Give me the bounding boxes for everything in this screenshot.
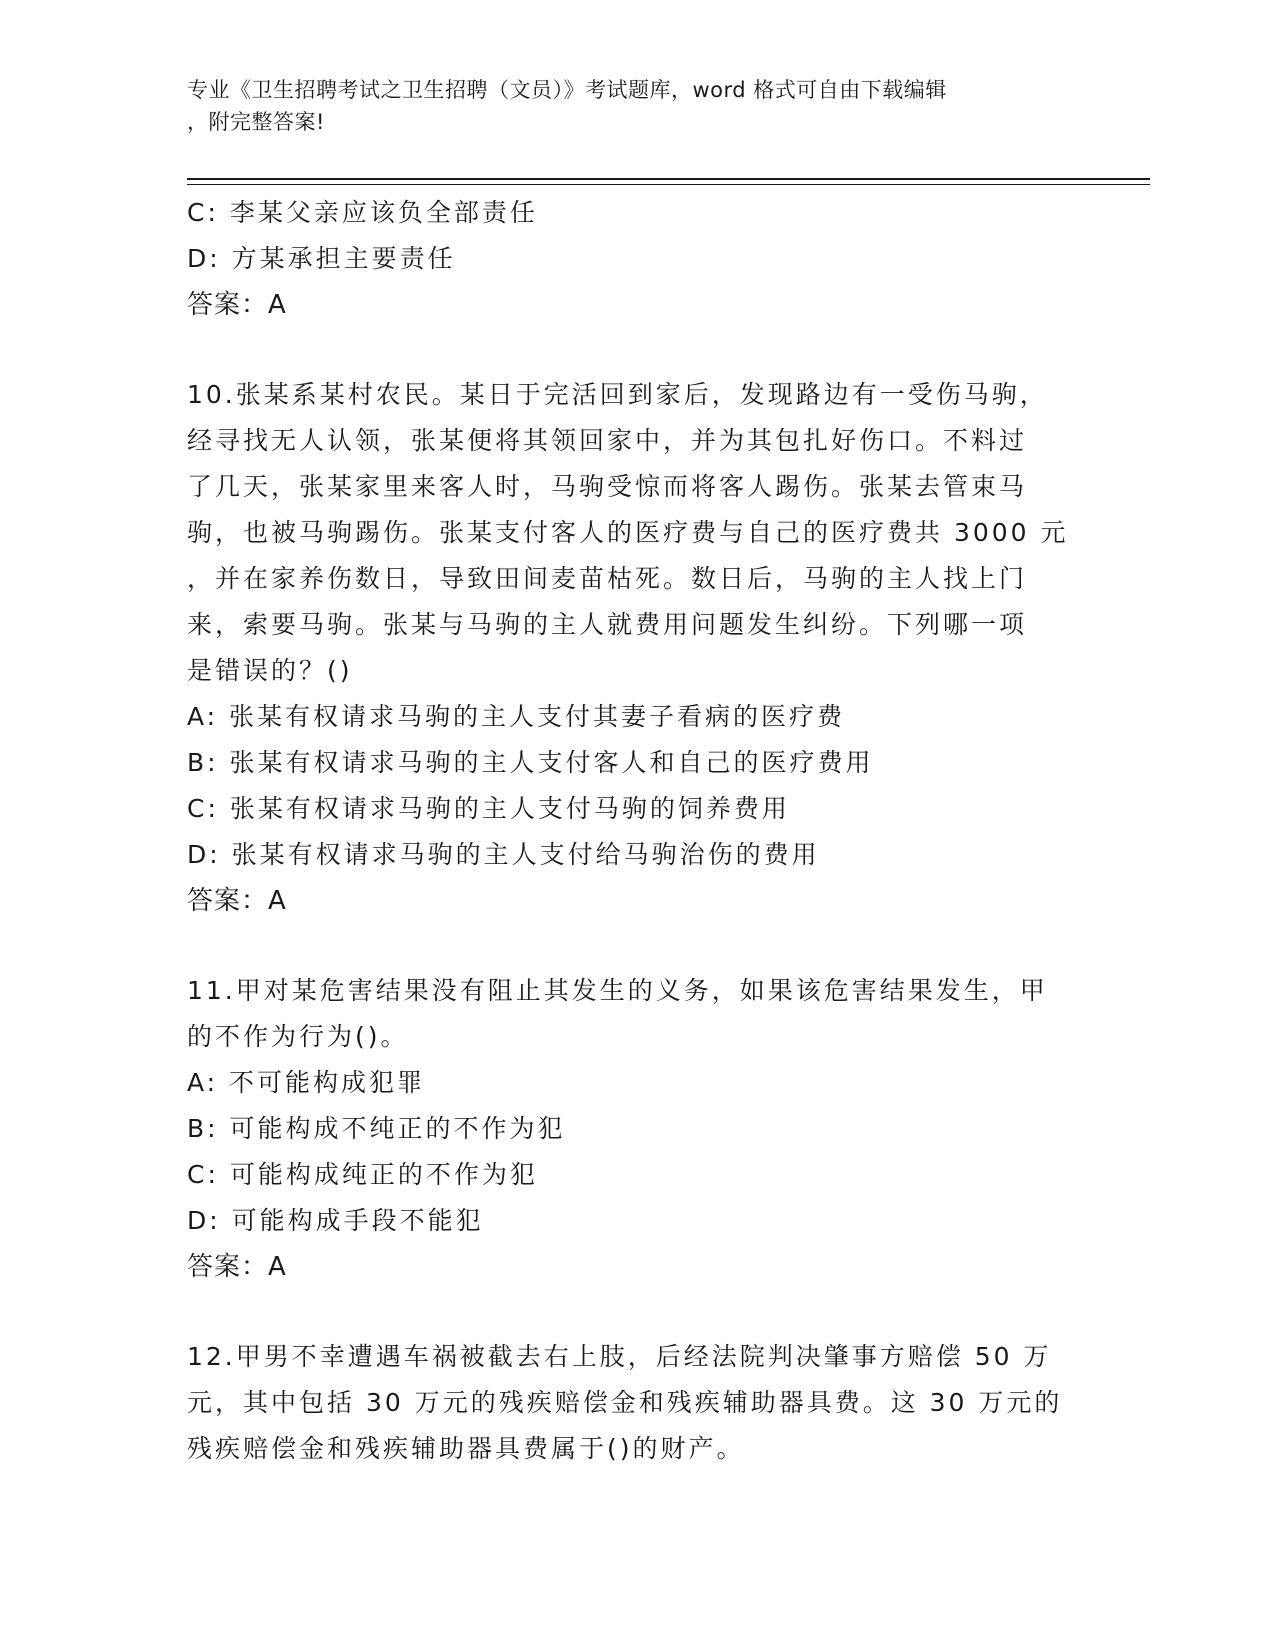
question-text-line: 经寻找无人认领，张某便将其领回家中，并为其包扎好伤口。不料过 <box>187 426 1028 455</box>
question-12 <box>187 1334 1067 1472</box>
option-a: A: 张某有权请求马驹的主人支付其妻子看病的医疗费 <box>187 702 846 731</box>
spacer <box>187 328 1067 372</box>
question-9-tail <box>187 190 1067 328</box>
answer-line: 答案：A <box>187 886 287 916</box>
question-text-line: 11.甲对某危害结果没有阻止其发生的义务，如果该危害结果发生，甲 <box>187 976 1048 1005</box>
header-divider-thin <box>187 184 1150 185</box>
question-text-line: 来，索要马驹。张某与马驹的主人就费用问题发生纠纷。下列哪一项 <box>187 610 1028 639</box>
answer-line: 答案：A <box>187 290 287 320</box>
option-a: A: 不可能构成犯罪 <box>187 1068 426 1097</box>
option-d: D: 可能构成手段不能犯 <box>187 1206 484 1235</box>
question-text-line: 12.甲男不幸遭遇车祸被截去右上肢，后经法院判决肇事方赔偿 50 万 <box>187 1342 1052 1371</box>
option-b: B: 可能构成不纯正的不作为犯 <box>187 1114 566 1143</box>
document-body <box>187 190 1067 1472</box>
question-text-line: 残疾赔偿金和残疾辅助器具费属于()的财产。 <box>187 1434 745 1463</box>
document-header <box>187 74 1067 138</box>
option-d: D: 张某有权请求马驹的主人支付给马驹治伤的费用 <box>187 840 820 869</box>
spacer <box>187 1290 1067 1334</box>
question-11 <box>187 968 1067 1290</box>
option-d: D: 方某承担主要责任 <box>187 244 456 273</box>
question-text-line: 是错误的？() <box>187 656 353 685</box>
answer-line: 答案：A <box>187 1252 287 1282</box>
question-text-line: 元，其中包括 30 万元的残疾赔偿金和残疾辅助器具费。这 30 万元的 <box>187 1388 1063 1417</box>
question-text-line: 的不作为行为()。 <box>187 1022 409 1051</box>
question-text-line: 驹，也被马驹踢伤。张某支付客人的医疗费与自己的医疗费共 3000 元 <box>187 518 1069 547</box>
header-line-1: 专业《卫生招聘考试之卫生招聘（文员）》考试题库，word 格式可自由下载编辑 <box>187 78 947 102</box>
option-b: B: 张某有权请求马驹的主人支付客人和自己的医疗费用 <box>187 748 874 777</box>
question-10 <box>187 372 1067 924</box>
option-c: C: 张某有权请求马驹的主人支付马驹的饲养费用 <box>187 794 790 823</box>
option-c: C: 李某父亲应该负全部责任 <box>187 198 538 227</box>
header-line-2: ，附完整答案! <box>187 110 325 134</box>
header-divider-thick <box>187 178 1150 180</box>
option-c: C: 可能构成纯正的不作为犯 <box>187 1160 538 1189</box>
question-text-line: 了几天，张某家里来客人时，马驹受惊而将客人踢伤。张某去管束马 <box>187 472 1028 501</box>
question-text-line: 10.张某系某村农民。某日于完活回到家后，发现路边有一受伤马驹， <box>187 380 1048 409</box>
question-text-line: ，并在家养伤数日，导致田间麦苗枯死。数日后，马驹的主人找上门 <box>187 564 1028 593</box>
spacer <box>187 924 1067 968</box>
